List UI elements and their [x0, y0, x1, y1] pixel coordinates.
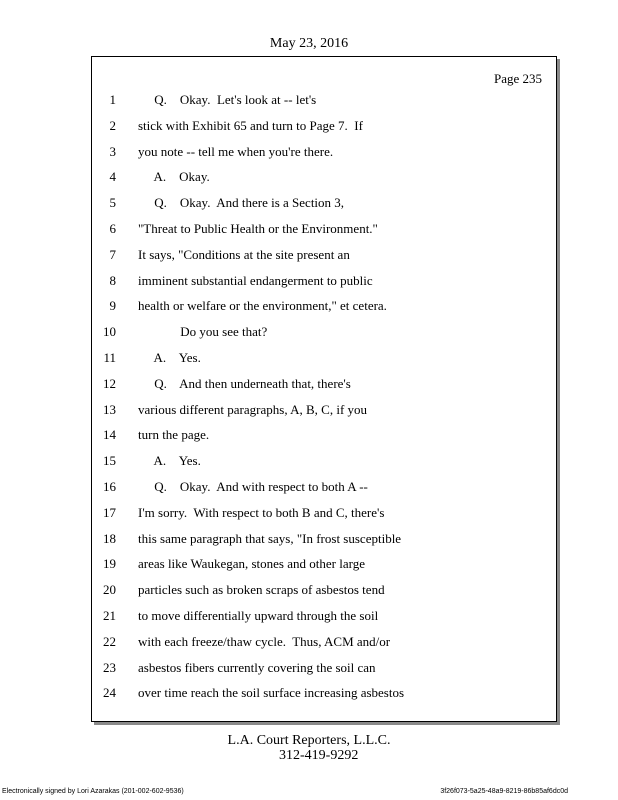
line-number: 3 [109, 143, 116, 159]
line-text: Q. Okay. Let's look at -- let's [138, 92, 317, 107]
transcript-line [0, 374, 618, 394]
line-text: I'm sorry. With respect to both B and C, there's [138, 504, 385, 520]
line-number: 5 [109, 195, 116, 211]
line-text: Q. And then underneath that, there's [138, 375, 351, 391]
transcript-line [0, 167, 618, 187]
transcript-line [0, 425, 618, 445]
line-text: A. Yes. [138, 350, 201, 365]
line-text: over time reach the soil surface increasing asbestos [138, 685, 405, 701]
reporting-company: L.A. Court Reporters, L.L.C. [227, 733, 391, 748]
transcript-line [0, 606, 618, 626]
page-number: Page 235 [493, 71, 542, 86]
line-text: various different paragraphs, A, B, C, if you [138, 401, 368, 417]
line-number: 22 [103, 633, 116, 649]
transcript-line [0, 271, 618, 291]
line-text: you note -- tell me when you're there. [138, 143, 334, 159]
transcript-line [0, 477, 618, 497]
line-number: 23 [103, 659, 116, 675]
line-text: A. Okay. [138, 169, 210, 185]
line-number: 12 [103, 375, 116, 391]
line-number: 9 [109, 298, 116, 314]
line-text: A. Yes. [138, 453, 201, 469]
line-number: 14 [103, 427, 116, 443]
line-number: 4 [109, 169, 116, 185]
line-number: 2 [109, 117, 116, 133]
line-number: 17 [103, 504, 116, 520]
reporting-phone: 312-419-9292 [279, 748, 359, 763]
line-text: this same paragraph that says, "In frost susceptible [138, 530, 402, 546]
line-text: "Threat to Public Health or the Environment." [138, 221, 378, 236]
line-text: stick with Exhibit 65 and turn to Page 7. If [138, 117, 363, 133]
transcript-line [0, 116, 618, 136]
line-number: 8 [109, 272, 116, 288]
line-number: 19 [103, 556, 116, 572]
transcript-line [0, 90, 618, 110]
transcript-line [0, 658, 618, 678]
transcript-line [0, 554, 618, 574]
line-text: health or welfare or the environment," et cetera. [138, 298, 387, 314]
transcript-line [0, 193, 618, 213]
transcript-date: May 23, 2016 [269, 36, 349, 51]
line-number: 13 [103, 401, 116, 417]
line-text: imminent substantial endangerment to public [138, 272, 373, 288]
line-number: 10 [103, 324, 116, 340]
line-text: areas like Waukegan, stones and other large [138, 556, 365, 572]
document-hash: 3f26f073-5a25-48a9-8219-86b85af6dc0d [440, 788, 568, 795]
transcript-line [0, 296, 618, 316]
transcript-line [0, 683, 618, 703]
line-text: with each freeze/thaw cycle. Thus, ACM and/or [138, 633, 391, 649]
transcript-line [0, 348, 618, 368]
transcript-line [0, 400, 618, 420]
transcript-line [0, 503, 618, 523]
line-text: Q. Okay. And with respect to both A -- [138, 479, 368, 494]
transcript-line [0, 632, 618, 652]
electronic-signature-note: Electronically signed by Lori Azarakas (201-002-602-9536) [2, 788, 184, 795]
line-number: 24 [103, 685, 116, 701]
line-number: 21 [103, 608, 116, 623]
transcript-line [0, 142, 618, 162]
line-text: It says, "Conditions at the site present an [138, 246, 350, 262]
line-number: 16 [103, 479, 116, 494]
transcript-line [0, 580, 618, 600]
line-text: asbestos fibers currently covering the soil can [138, 659, 376, 675]
line-number: 6 [109, 221, 116, 236]
line-text: particles such as broken scraps of asbestos tend [138, 582, 385, 598]
transcript-line [0, 322, 618, 342]
line-number: 11 [103, 350, 116, 365]
line-text: turn the page. [138, 427, 210, 443]
line-text: to move differentially upward through the soil [138, 608, 379, 623]
line-number: 1 [109, 92, 116, 107]
transcript-line [0, 451, 618, 471]
line-text: Q. Okay. And there is a Section 3, [138, 195, 345, 211]
line-text: Do you see that? [138, 324, 268, 340]
line-number: 18 [103, 530, 116, 546]
transcript-line [0, 219, 618, 239]
line-number: 7 [109, 246, 116, 262]
line-number: 15 [103, 453, 116, 469]
transcript-line [0, 529, 618, 549]
line-number: 20 [103, 582, 116, 598]
transcript-line [0, 245, 618, 265]
